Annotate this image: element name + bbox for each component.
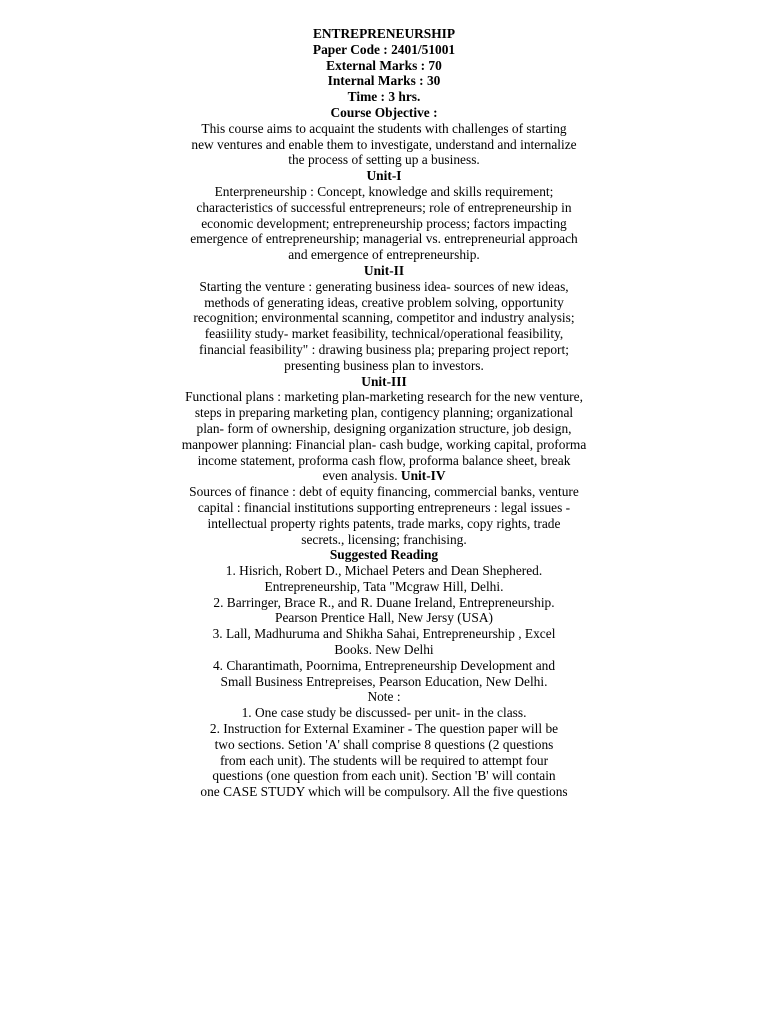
internal-marks: Internal Marks : 30 — [327, 73, 441, 89]
unit-1-line: Enterpreneurship : Concept, knowledge and skills requirement; — [214, 183, 554, 199]
note-line: 2. Instruction for External Examiner - The question paper will be — [209, 721, 559, 737]
unit-3-line: income statement, proforma cash flow, proforma balance sheet, break — [197, 452, 571, 468]
reading-line: 4. Charantimath, Poornima, Entrepreneurship Development and — [212, 657, 556, 673]
external-marks: External Marks : 70 — [326, 57, 442, 73]
reading-line: Books. New Delhi — [334, 642, 434, 658]
unit-4-line: intellectual property rights patents, trade marks, copy rights, trade — [207, 515, 561, 531]
unit-4-line: secrets., licensing; franchising. — [301, 531, 467, 547]
unit-3-heading: Unit-III — [361, 373, 407, 389]
unit-2-line: methods of generating ideas, creative problem solving, opportunity — [204, 294, 564, 310]
note-line: two sections. Setion 'A' shall comprise 8 questions (2 questions — [214, 736, 554, 752]
syllabus-document — [150, 26, 618, 800]
unit-3-line: steps in preparing marketing plan, contigency planning; organizational — [194, 405, 574, 421]
objective-line: the process of setting up a business. — [288, 152, 480, 168]
unit-2-heading: Unit-II — [363, 262, 405, 278]
reading-line: Entrepreneurship, Tata "Mcgraw Hill, Delhi. — [264, 578, 504, 594]
unit-1-line: economic development; entrepreneurship process; factors impacting — [201, 215, 567, 231]
unit-3-closing-text: even analysis. — [322, 468, 398, 484]
course-title: ENTREPRENEURSHIP — [312, 26, 456, 41]
unit-2-line: recognition; environmental scanning, competitor and industry analysis; — [193, 310, 575, 326]
unit-3-last-line — [150, 468, 618, 484]
paper-code: Paper Code : 2401/51001 — [312, 41, 456, 57]
unit-2-line: financial feasibility" : drawing business pla; preparing project report; — [199, 341, 569, 357]
unit-3-line: plan- form of ownership, designing organization structure, job design, — [196, 420, 572, 436]
reading-line: 1. Hisrich, Robert D., Michael Peters and Dean Shephered. — [225, 563, 543, 579]
reading-line: 3. Lall, Madhuruma and Shikha Sahai, Entrepreneurship , Excel — [212, 626, 556, 642]
reading-line: Pearson Prentice Hall, New Jersy (USA) — [275, 610, 493, 626]
unit-1-line: characteristics of successful entrepreneurs; role of entrepreneurship in — [196, 199, 572, 215]
exam-time: Time : 3 hrs. — [347, 89, 421, 105]
unit-3-line: manpower planning: Financial plan- cash budge, working capital, proforma — [181, 436, 587, 452]
note-line: one CASE STUDY which will be compulsory. All the five questions — [200, 784, 568, 800]
objective-heading: Course Objective : — [330, 104, 438, 120]
reading-line: Small Business Entrepreises, Pearson Education, New Delhi. — [220, 673, 548, 689]
unit-2-line: presenting business plan to investors. — [284, 357, 484, 373]
objective-line: This course aims to acquaint the students with challenges of starting — [201, 120, 567, 136]
unit-3-line: Functional plans : marketing plan-marketing research for the new venture, — [185, 389, 583, 405]
unit-2-line: feasiility study- market feasibility, technical/operational feasibility, — [204, 326, 564, 342]
unit-4-line: capital : financial institutions supporting entrepreneurs : legal issues - — [197, 499, 571, 515]
note-heading: Note : — [367, 689, 401, 705]
note-line: 1. One case study be discussed- per unit- in the class. — [241, 705, 527, 721]
unit-4-heading: Unit-IV — [400, 468, 446, 484]
unit-1-heading: Unit-I — [366, 168, 402, 184]
reading-line: 2. Barringer, Brace R., and R. Duane Ireland, Entrepreneurship. — [213, 594, 555, 610]
suggested-reading-heading: Suggested Reading — [329, 547, 439, 563]
unit-1-line: emergence of entrepreneurship; managerial vs. entrepreneurial approach — [190, 231, 578, 247]
note-line: questions (one question from each unit). Section 'B' will contain — [212, 768, 556, 784]
unit-1-line: and emergence of entrepreneurship. — [288, 247, 480, 263]
unit-2-line: Starting the venture : generating business idea- sources of new ideas, — [199, 278, 569, 294]
unit-4-line: Sources of finance : debt of equity financing, commercial banks, venture — [189, 484, 579, 500]
note-line: from each unit). The students will be required to attempt four — [219, 752, 549, 768]
objective-line: new ventures and enable them to investigate, understand and internalize — [191, 136, 577, 152]
